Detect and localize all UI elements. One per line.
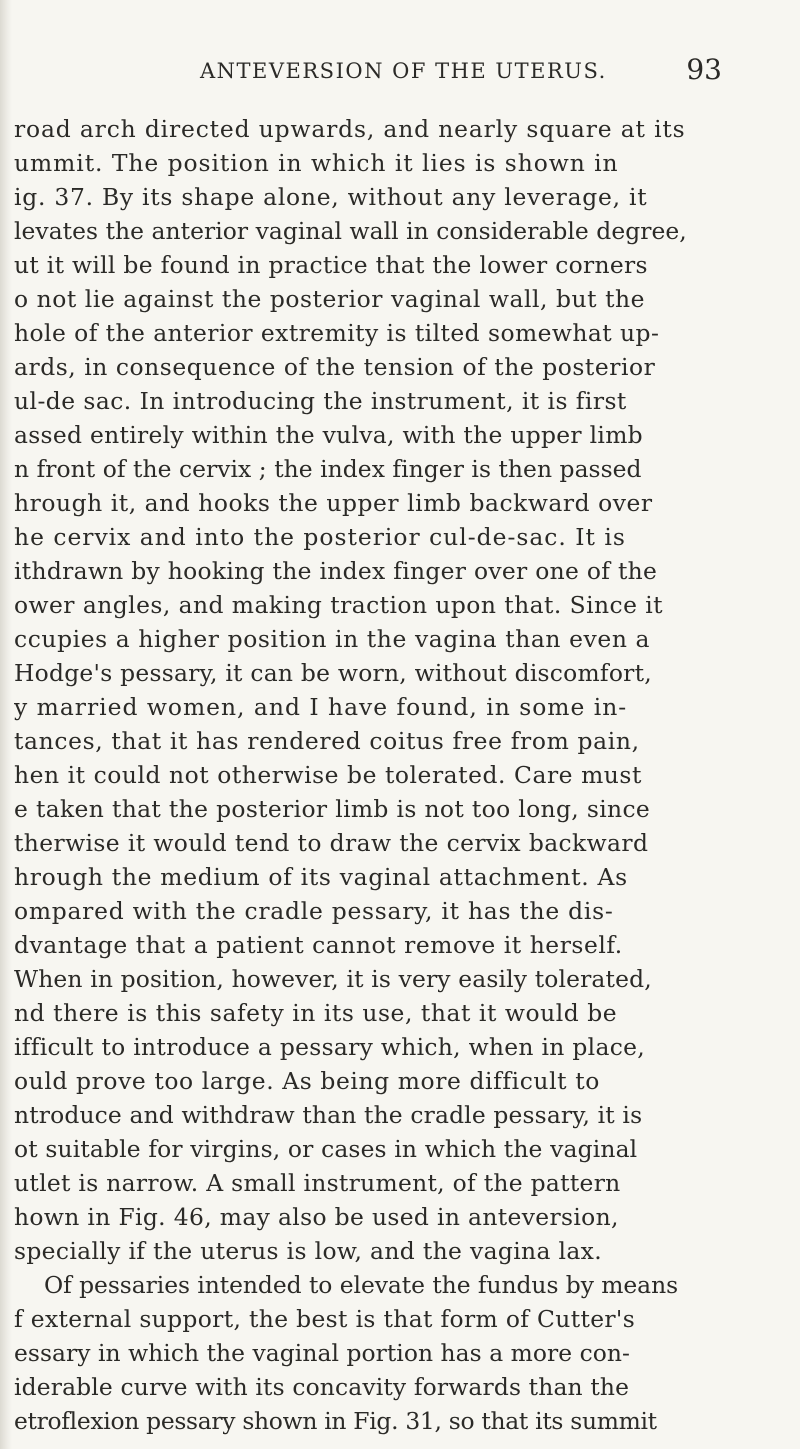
text-line: e taken that the posterior limb is not too long, since bbox=[14, 795, 651, 823]
text-line: hown in Fig. 46, may also be used in anteversion, bbox=[14, 1203, 619, 1231]
text-line: ithdrawn by hooking the index finger over one of the bbox=[14, 557, 658, 585]
text-line: utlet is narrow. A small instrument, of the pattern bbox=[14, 1169, 621, 1197]
text-line: y married women, and I have found, in some in- bbox=[14, 693, 628, 721]
text-line: etroflexion pessary shown in Fig. 31, so that its summit bbox=[14, 1407, 657, 1435]
text-line: ot suitable for virgins, or cases in which the vaginal bbox=[14, 1135, 638, 1163]
text-line: hrough the medium of its vaginal attachment. As bbox=[14, 863, 628, 891]
text-line: ul-de sac. In introducing the instrument, it is first bbox=[14, 387, 627, 415]
text-line: hen it could not otherwise be tolerated. Care must bbox=[14, 761, 642, 789]
page-header bbox=[0, 53, 800, 93]
text-line: hrough it, and hooks the upper limb backward over bbox=[14, 489, 653, 517]
text-line: Of pessaries intended to elevate the fundus by means bbox=[44, 1271, 679, 1299]
text-line: dvantage that a patient cannot remove it herself. bbox=[14, 931, 623, 959]
text-line: ut it will be found in practice that the lower corners bbox=[14, 251, 648, 279]
text-line: n front of the cervix ; the index finger is then passed bbox=[14, 455, 642, 483]
text-line: he cervix and into the posterior cul-de-sac. It is bbox=[14, 523, 626, 551]
text-line: ntroduce and withdraw than the cradle pessary, it is bbox=[14, 1101, 643, 1129]
text-line: essary in which the vaginal portion has a more con- bbox=[14, 1339, 631, 1367]
text-line: Hodge's pessary, it can be worn, without discomfort, bbox=[14, 659, 652, 687]
text-line: hole of the anterior extremity is tilted somewhat up- bbox=[14, 319, 660, 347]
page-gutter-shadow bbox=[0, 0, 12, 1449]
text-line: assed entirely within the vulva, with the upper limb bbox=[14, 421, 643, 449]
text-line: ig. 37. By its shape alone, without any leverage, it bbox=[14, 183, 648, 211]
text-line: levates the anterior vaginal wall in considerable degree, bbox=[14, 217, 687, 245]
text-line: When in position, however, it is very easily tolerated, bbox=[14, 965, 652, 993]
text-line: ummit. The position in which it lies is shown in bbox=[14, 149, 619, 177]
text-line: nd there is this safety in its use, that it would be bbox=[14, 999, 618, 1027]
text-line: ifficult to introduce a pessary which, when in place, bbox=[14, 1033, 645, 1061]
text-line: tances, that it has rendered coitus free from pain, bbox=[14, 727, 640, 755]
text-line: iderable curve with its concavity forwards than the bbox=[14, 1373, 630, 1401]
text-line: ower angles, and making traction upon that. Since it bbox=[14, 591, 664, 619]
page-number: 93 bbox=[686, 53, 722, 86]
text-line: f external support, the best is that form of Cutter's bbox=[14, 1305, 636, 1333]
text-line: o not lie against the posterior vaginal wall, but the bbox=[14, 285, 646, 313]
text-line: road arch directed upwards, and nearly square at its bbox=[14, 115, 686, 143]
text-line: therwise it would tend to draw the cervix backward bbox=[14, 829, 649, 857]
text-line: ccupies a higher position in the vagina than even a bbox=[14, 625, 651, 653]
text-line: ould prove too large. As being more difficult to bbox=[14, 1067, 600, 1095]
text-line: ards, in consequence of the tension of the posterior bbox=[14, 353, 656, 381]
text-line: ompared with the cradle pessary, it has the dis- bbox=[14, 897, 614, 925]
running-head: ANTEVERSION OF THE UTERUS. bbox=[200, 59, 607, 83]
text-line: specially if the uterus is low, and the vagina lax. bbox=[14, 1237, 602, 1265]
